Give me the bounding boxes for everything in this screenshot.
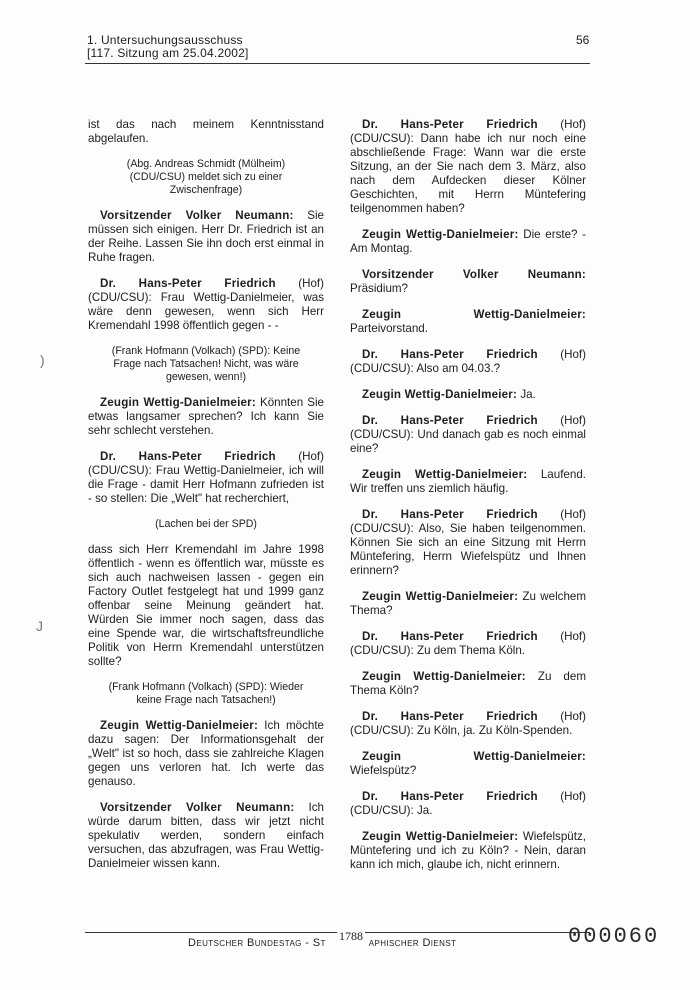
speaker-name: Zeugin Wettig-Danielmeier:: [362, 228, 519, 241]
speech-paragraph: [350, 710, 586, 738]
speech-text: Zu dem Thema Köln?: [350, 670, 586, 697]
speaker-name: Zeugin Wettig-Danielmeier:: [362, 308, 586, 321]
speech-text: Wiefelspütz, Müntefering und ich zu Köln? - Nein, daran kann ich mich, glaube ich, nicht erinnern.: [350, 830, 586, 871]
speech-text: (Hof) (CDU/CSU): Frau Wettig-Danielmeier, ich will die Frage - damit Herr Hofmann zufrieden ist - so stellen: Die „Welt" hat recherchiert,: [88, 450, 324, 505]
page-number: 56: [576, 33, 590, 47]
speech-paragraph: [350, 508, 586, 578]
speech-text: (Hof) (CDU/CSU): Dann habe ich nur noch eine abschließende Frage: Wann war die erste Sitzung, an der Sie nach dem 3. März, also nach dem Aufdecken dieser Kölner Geschichten, mit Herrn Müntefering teilgenommen haben?: [350, 118, 586, 215]
speaker-name: Dr. Hans-Peter Friedrich: [100, 450, 276, 463]
speaker-name: Dr. Hans-Peter Friedrich: [362, 118, 538, 131]
speech-text: Präsidium?: [350, 282, 408, 295]
speaker-name: Vorsitzender Volker Neumann:: [100, 209, 294, 222]
speaker-name: Dr. Hans-Peter Friedrich: [362, 630, 538, 643]
speech-text: (Hof) (CDU/CSU): Also am 04.03.?: [350, 348, 586, 375]
continued-text: ist das nach meinem Kenntnisstand abgelaufen.: [88, 118, 324, 145]
footer-publisher: [188, 937, 456, 949]
speech-text: Könnten Sie etwas langsamer sprechen? Ich kann Sie sehr schlecht verstehen.: [88, 396, 324, 437]
speech-text: (Hof) (CDU/CSU): Also, Sie haben teilgenommen. Können Sie sich an eine Sitzung mit Herrn Müntefering, Herrn Wiefelspütz und Ihnen erinnern?: [350, 508, 586, 577]
speech-paragraph: [88, 396, 324, 438]
speech-text: Ich würde darum bitten, dass wir jetzt nicht spekulativ werden, sondern einfach versuchen, das abzufragen, was Frau Wettig-Danielmeier wissen kann.: [88, 801, 324, 870]
right-column: [350, 118, 586, 884]
footer-publisher-right: aphischer Dienst: [368, 937, 457, 949]
speech-paragraph: [350, 590, 586, 618]
speech-paragraph: [350, 468, 586, 496]
speech-paragraph: [88, 801, 324, 871]
speech-paragraph: [88, 719, 324, 789]
page-header: [87, 34, 249, 60]
speech-paragraph: [350, 414, 586, 456]
speech-paragraph: [350, 308, 586, 336]
speech-text: (Hof) (CDU/CSU): Zu dem Thema Köln.: [350, 630, 586, 657]
interjection: (Frank Hofmann (Volkach) (SPD): Keine Frage nach Tatsachen! Nicht, was wäre gewesen, wenn!): [111, 345, 301, 383]
speaker-name: Zeugin Wettig-Danielmeier:: [362, 388, 518, 401]
speech-paragraph: [350, 388, 586, 402]
interjection: (Lachen bei der SPD): [155, 518, 257, 530]
speech-paragraph: [350, 228, 586, 256]
speaker-name: Dr. Hans-Peter Friedrich: [362, 790, 538, 803]
speech-paragraph: [350, 830, 586, 872]
speaker-name: Zeugin Wettig-Danielmeier:: [362, 590, 519, 603]
document-number: 000060: [568, 924, 660, 949]
speech-text: Ja.: [520, 388, 536, 401]
header-rule: [85, 63, 590, 64]
speech-text: (Hof) (CDU/CSU): Frau Wettig-Danielmeier, was wäre denn gewesen, wenn sich Herr Kremendahl 1998 öffentlich gegen - -: [88, 277, 324, 332]
speaker-name: Dr. Hans-Peter Friedrich: [362, 414, 538, 427]
speech-text: (Hof) (CDU/CSU): Ja.: [350, 790, 586, 817]
speech-paragraph: [350, 268, 586, 296]
left-column: [88, 118, 324, 883]
speech-text: (Hof) (CDU/CSU): Zu Köln, ja. Zu Köln-Spenden.: [350, 710, 586, 737]
speech-paragraph: [350, 750, 586, 778]
speech-paragraph: [88, 277, 324, 333]
page-stamp: 1788: [339, 929, 363, 943]
speech-text: Zu welchem Thema?: [350, 590, 586, 617]
scan-mark: ): [40, 352, 45, 368]
speech-text: Ich möchte dazu sagen: Der Informationsgehalt der „Welt" ist so hoch, dass sie zahlreiche Klagen gegen uns verloren hat. Ich werte das genauso.: [88, 719, 324, 788]
speaker-name: Zeugin Wettig-Danielmeier:: [362, 750, 586, 763]
speech-text: Parteivorstand.: [350, 322, 428, 335]
speech-text: (Hof) (CDU/CSU): Und danach gab es noch einmal eine?: [350, 414, 586, 455]
speech-paragraph: [350, 790, 586, 818]
speaker-name: Zeugin Wettig-Danielmeier:: [362, 830, 519, 843]
speech-paragraph: [350, 118, 586, 216]
speech-paragraph: [88, 450, 324, 506]
speech-paragraph: [350, 670, 586, 698]
speaker-name: Zeugin Wettig-Danielmeier:: [362, 468, 528, 481]
speech-text: Wiefelspütz?: [350, 764, 417, 777]
footer-publisher-left: Deutscher Bundestag - St: [188, 937, 326, 949]
interjection: (Abg. Andreas Schmidt (Mülheim) (CDU/CSU) meldet sich zu einer Zwischenfrage): [126, 158, 286, 196]
speaker-name: Dr. Hans-Peter Friedrich: [362, 710, 538, 723]
speaker-name: Vorsitzender Volker Neumann:: [100, 801, 295, 814]
continued-text: dass sich Herr Kremendahl im Jahre 1998 öffentlich - wenn es öffentlich war, müsste es sich auch nachweisen lassen - gegen ein Factory Outlet festgelegt hat und 1999 ganz offenbar seine Meinung geändert hat. Würden Sie immer noch sagen, dass das eine Spende war, die wirtschaftsfreundliche Politik von Herrn Kremendahl unterstützen sollte?: [88, 543, 324, 668]
speaker-name: Zeugin Wettig-Danielmeier:: [100, 719, 259, 732]
speaker-name: Dr. Hans-Peter Friedrich: [100, 277, 276, 290]
speech-text: Laufend. Wir treffen uns ziemlich häufig.: [350, 468, 586, 495]
speech-paragraph: [350, 348, 586, 376]
speech-text: Die erste? - Am Montag.: [350, 228, 587, 255]
interjection: (Frank Hofmann (Volkach) (SPD): Wieder keine Frage nach Tatsachen!): [108, 681, 304, 706]
speech-text: Sie müssen sich einigen. Herr Dr. Friedrich ist an der Reihe. Lassen Sie ihn doch erst einmal in Ruhe fragen.: [88, 209, 324, 264]
speech-paragraph: [350, 630, 586, 658]
speaker-name: Vorsitzender Volker Neumann:: [362, 268, 586, 281]
scan-mark: J: [36, 618, 43, 634]
speaker-name: Zeugin Wettig-Danielmeier:: [362, 670, 526, 683]
committee-name: 1. Untersuchungsausschuss: [87, 33, 243, 47]
session-info: [117. Sitzung am 25.04.2002]: [87, 46, 249, 60]
speaker-name: Zeugin Wettig-Danielmeier:: [100, 396, 256, 409]
speaker-name: Dr. Hans-Peter Friedrich: [362, 348, 538, 361]
speaker-name: Dr. Hans-Peter Friedrich: [362, 508, 538, 521]
speech-paragraph: [88, 209, 324, 265]
